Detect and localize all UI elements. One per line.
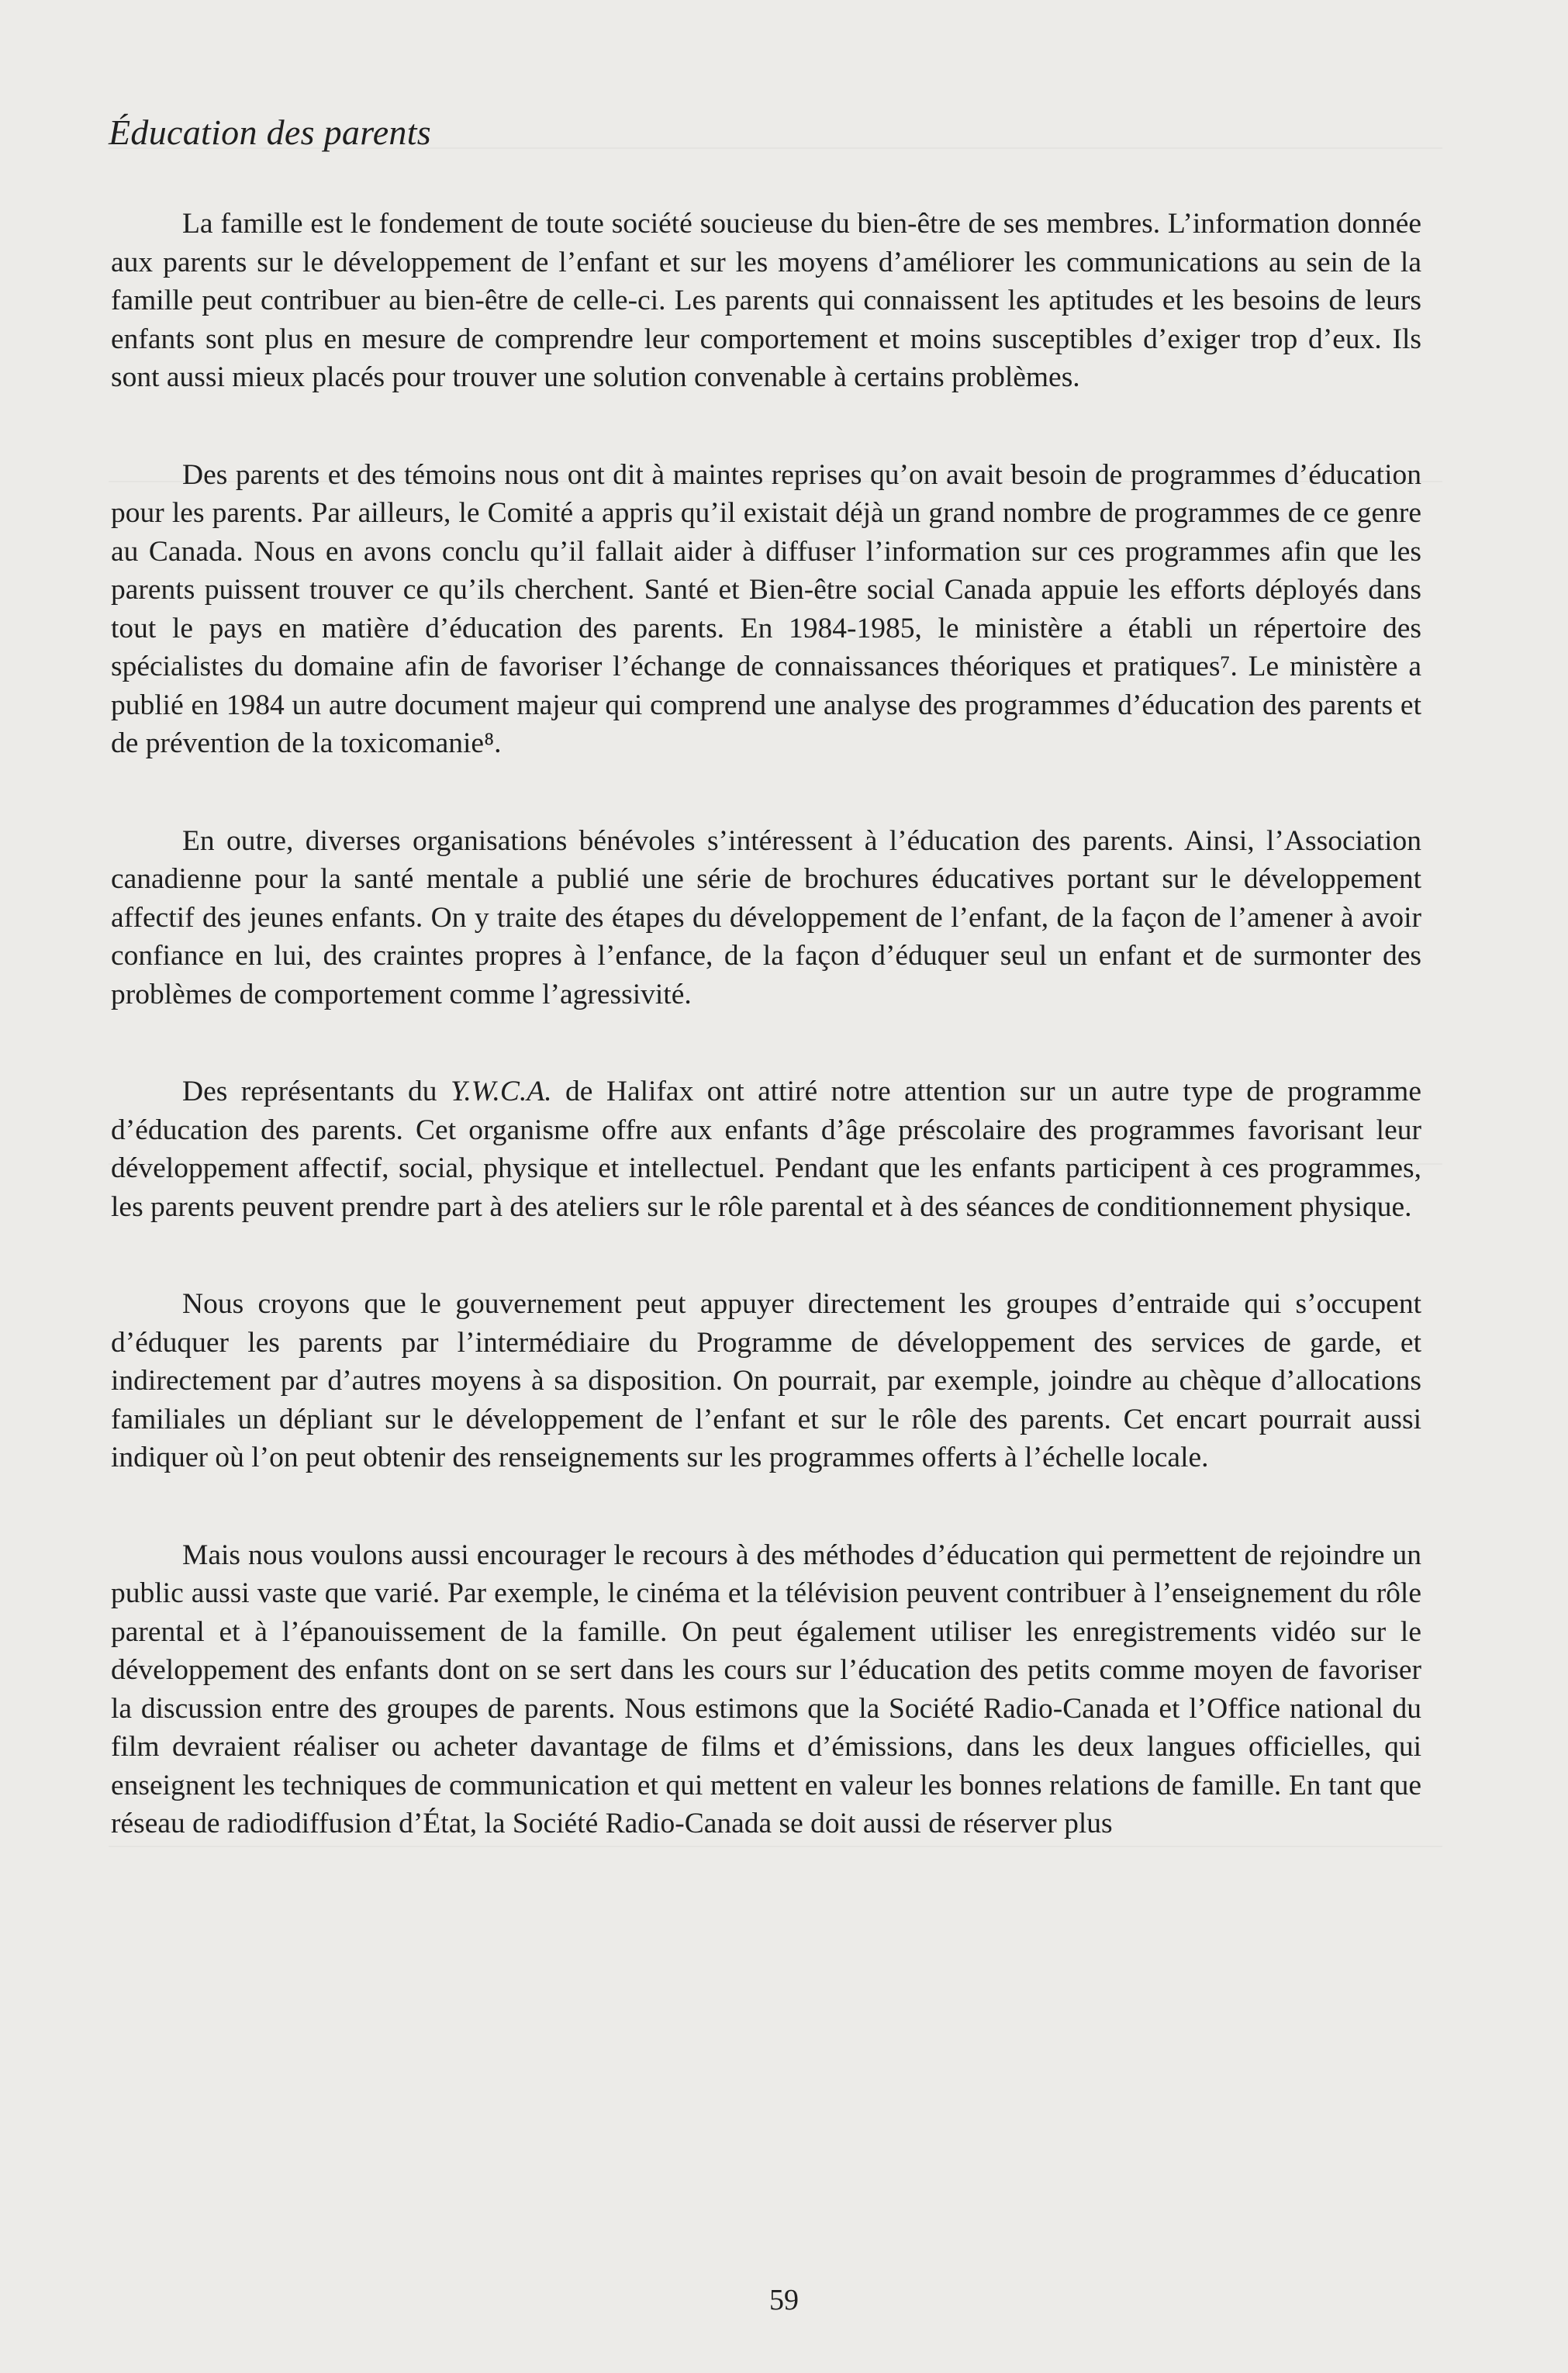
body-text [111,205,1421,1843]
paragraph [111,1536,1421,1843]
organization-abbreviation: Y.W.C.A. [450,1076,552,1107]
paragraph-text: Nous croyons que le gouvernement peut appuyer directement les groupes d’entraide qui s’occupent d’éduquer les parents par l’intermédiaire du Programme de développement des services de garde, et indirectement par d’autres moyens à sa disposition. On pourrait, par exemple, joindre au chèque d’allocations familiales un dépliant sur le développement de l’enfant et sur le rôle des parents. Cet encart pourrait aussi indiquer où l’on peut obtenir des renseignements sur les programmes offerts à l’échelle locale. [111,1288,1421,1473]
show-through-line [109,1846,1442,1847]
paragraph-text: Mais nous voulons aussi encourager le recours à des méthodes d’éducation qui permettent de rejoindre un public aussi vaste que varié. Par exemple, le cinéma et la télévision peuvent contribuer à l’enseignement du rôle parental et à l’épanouissement de la famille. On peut également utiliser les enregistrements vidéo sur le développement des enfants dont on se sert dans les cours sur l’éducation des petits comme moyen de favoriser la discussion entre des groupes de parents. Nous estimons que la Société Radio-Canada et l’Office national du film devraient réaliser ou acheter davantage de films et d’émissions, dans les deux langues officielles, qui enseignent les techniques de communication et qui mettent en valeur les bonnes relations de famille. En tant que réseau de radiodiffusion d’État, la Société Radio-Canada se doit aussi de réserver plus [111,1539,1421,1839]
paragraph [111,456,1421,763]
paragraph-text: La famille est le fondement de toute société soucieuse du bien-être de ses membres. L’information donnée aux parents sur le développement de l’enfant et sur les moyens d’améliorer les communications au sein de la famille peut contribuer au bien-être de celle-ci. Les parents qui connaissent les aptitudes et les besoins de leurs enfants sont plus en mesure de comprendre leur comportement et moins susceptibles d’exiger trop d’eux. Ils sont aussi mieux placés pour trouver une solution convenable à certains problèmes. [111,208,1421,393]
paragraph [111,205,1421,397]
paragraph-text: de Halifax ont attiré notre attention sur un autre type de programme d’éducation des parents. Cet organisme offre aux enfants d’âge préscolaire des programmes favorisant leur développement affectif, social, physique et intellectuel. Pendant que les enfants participent à ces programmes, les parents peuvent prendre part à des ateliers sur le rôle parental et à des séances de conditionnement physique. [111,1076,1421,1223]
paragraph-text: En outre, diverses organisations bénévoles s’intéressent à l’éducation des parents. Ainsi, l’Association canadienne pour la santé mentale a publié une série de brochures éducatives portant sur le développement affectif des jeunes enfants. On y traite des étapes du développement de l’enfant, de la façon de l’amener à avoir confiance en lui, des craintes propres à l’enfance, de la façon d’éduquer seul un enfant et de surmonter des problèmes de comportement comme l’agressivité. [111,824,1421,1010]
paragraph-text: Des parents et des témoins nous ont dit à maintes reprises qu’on avait besoin de programmes d’éducation pour les parents. Par ailleurs, le Comité a appris qu’il existait déjà un grand nombre de programmes de ce genre au Canada. Nous en avons conclu qu’il fallait aider à diffuser l’information sur ces programmes afin que les parents puissent trouver ce qu’ils cherchent. Santé et Bien-être social Canada appuie les efforts déployés dans tout le pays en matière d’éducation des parents. En 1984-1985, le ministère a établi un répertoire des spécialistes du domaine afin de favoriser l’échange de connaissances théoriques et pratiques⁷. Le ministère a publié en 1984 un autre document majeur qui comprend une analyse des programmes d’éducation des parents et de prévention de la toxicomanie⁸. [111,458,1421,759]
paragraph [111,1073,1421,1226]
paragraph [111,822,1421,1014]
section-heading: Éducation des parents [109,112,431,152]
paragraph [111,1285,1421,1477]
page-number: 59 [769,2284,799,2316]
paragraph-text: Des représentants du [182,1076,451,1107]
